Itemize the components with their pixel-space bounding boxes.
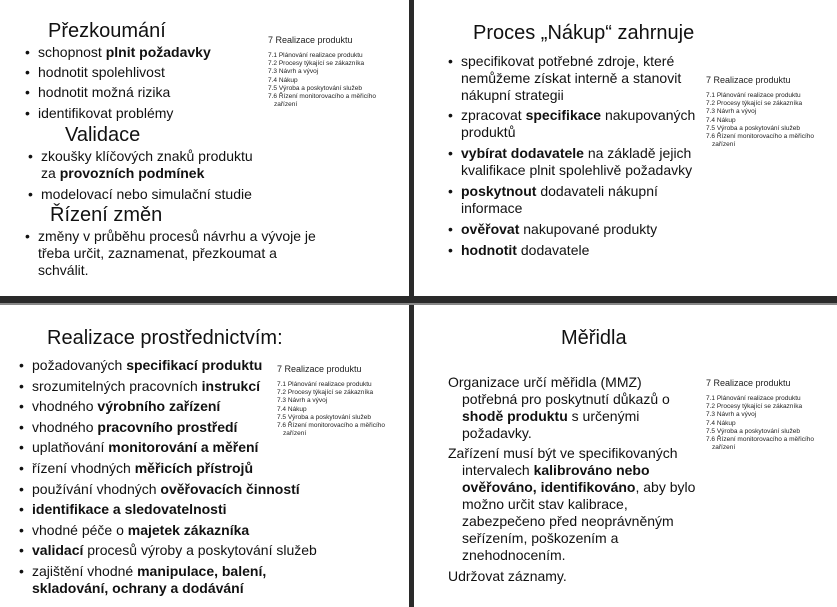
section-heading: Řízení změn <box>50 204 163 226</box>
slide-purchasing <box>414 0 837 296</box>
list-item: • poskytnout dodavateli nákupní informace <box>448 183 658 216</box>
list-item: • identifikace a sledovatelnosti <box>19 501 227 517</box>
list-item: • zajištění vhodné manipulace, balení, skladování, ochrany a dodávání <box>19 563 267 596</box>
slide-review-validation <box>0 0 409 296</box>
list-item: • ověřovat nakupované produkty <box>448 221 658 237</box>
list-item: • modelovací nebo simulační studie <box>28 186 252 202</box>
slide-measuring-devices <box>414 305 837 607</box>
slide-title: Měřidla <box>561 327 627 349</box>
list-item: • vhodného pracovního prostředí <box>19 419 238 435</box>
toc-box: 7 Realizace produktu 7.1 Plánování realizace produktu 7.2 Procesy týkající se zákazníka 7.3 Návrh a vývoj 7.4 Nákup 7.5 Výroba a poskytování služeb 7.6 Řízení monitorovacího a měřicího zařízení <box>706 75 815 149</box>
list-item: • identifikovat problémy <box>25 105 174 121</box>
toc-box: 7 Realizace produktu 7.1 Plánování realizace produktu 7.2 Procesy týkající se zákazníka 7.3 Návrh a vývoj 7.4 Nákup 7.5 Výroba a poskytování služeb 7.6 Řízení monitorovacího a měřicího zařízení <box>268 35 377 109</box>
list-item: • vhodného výrobního zařízení <box>19 398 221 414</box>
toc-box: 7 Realizace produktu 7.1 Plánování realizace produktu 7.2 Procesy týkající se zákazníka 7.3 Návrh a vývoj 7.4 Nákup 7.5 Výroba a poskytování služeb 7.6 Řízení monitorovacího a měřicího zařízení <box>277 364 386 438</box>
list-item: • uplatňování monitorování a měření <box>19 439 259 455</box>
list-item: • změny v průběhu procesů návrhu a vývoje je třeba určit, zaznamenat, přezkoumat a schválit. <box>25 228 316 278</box>
paragraph: Organizace určí měřidla (MMZ) potřebná pro poskytnutí důkazů o shodě produktu s určenými požadavky. <box>448 374 670 441</box>
list-item: • hodnotit možná rizika <box>25 84 171 100</box>
list-item: • zkoušky klíčových znaků produktu za provozních podmínek <box>28 148 253 181</box>
list-item: • schopnost plnit požadavky <box>25 44 211 60</box>
list-item: • vhodné péče o majetek zákazníka <box>19 522 250 538</box>
list-item: • specifikovat potřebné zdroje, které nemůžeme získat interně a stanovit nákupní strategii <box>448 53 682 103</box>
list-item: • používání vhodných ověřovacích činností <box>19 481 300 497</box>
toc-box: 7 Realizace produktu 7.1 Plánování realizace produktu 7.2 Procesy týkající se zákazníka 7.3 Návrh a vývoj 7.4 Nákup 7.5 Výroba a poskytování služeb 7.6 Řízení monitorovacího a měřicího zařízení <box>706 378 815 452</box>
list-item: • zpracovat specifikace nakupovaných produktů <box>448 107 696 140</box>
section-heading: Validace <box>65 124 141 146</box>
slide-realization <box>0 305 409 607</box>
slide-title: Proces „Nákup“ zahrnuje <box>473 22 695 44</box>
slide-title: Přezkoumání <box>48 20 166 42</box>
list-item: • srozumitelných pracovních instrukcí <box>19 378 260 394</box>
slide-title: Realizace prostřednictvím: <box>47 327 283 349</box>
paragraph: Udržovat záznamy. <box>448 568 567 584</box>
list-item: • validací procesů výroby a poskytování služeb <box>19 542 317 558</box>
list-item: • vybírat dodavatele na základě jejich kvalifikace plnit spolehlivě požadavky <box>448 145 693 178</box>
list-item: • řízení vhodných měřicích přístrojů <box>19 460 253 476</box>
list-item: • požadovaných specifikací produktu <box>19 357 263 373</box>
paragraph: Zařízení musí být ve specifikovaných intervalech kalibrováno nebo ověřováno, identifikováno, aby bylo možno určit stav kalibrace, zabezpečeno před neoprávněným seřízením, poškozením a znehodnocením. <box>448 445 696 563</box>
list-item: • hodnotit spolehlivost <box>25 64 165 80</box>
list-item: • hodnotit dodavatele <box>448 242 590 258</box>
